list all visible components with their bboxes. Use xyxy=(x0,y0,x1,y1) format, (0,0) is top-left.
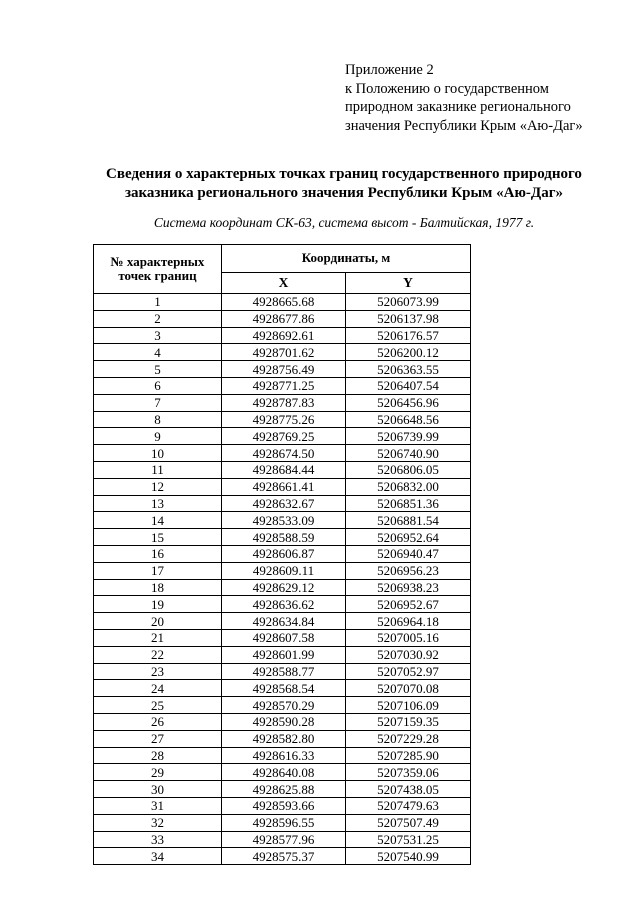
table-row xyxy=(94,512,471,529)
x-coordinate-cell: 4928607.58 xyxy=(222,629,346,646)
point-number-cell: 32 xyxy=(94,814,222,831)
header-line: № характерных xyxy=(110,254,205,269)
point-number-cell: 3 xyxy=(94,327,222,344)
table-row xyxy=(94,411,471,428)
point-number-cell: 7 xyxy=(94,394,222,411)
y-coordinate-cell: 5207052.97 xyxy=(346,663,471,680)
x-coordinate-cell: 4928665.68 xyxy=(222,294,346,311)
point-number-cell: 14 xyxy=(94,512,222,529)
point-number-cell: 23 xyxy=(94,663,222,680)
y-coordinate-cell: 5207070.08 xyxy=(346,680,471,697)
y-coordinate-cell: 5206456.96 xyxy=(346,394,471,411)
y-coordinate-cell: 5207531.25 xyxy=(346,831,471,848)
x-coordinate-cell: 4928677.86 xyxy=(222,310,346,327)
x-coordinate-cell: 4928636.62 xyxy=(222,596,346,613)
y-coordinate-cell: 5206407.54 xyxy=(346,377,471,394)
x-coordinate-cell: 4928634.84 xyxy=(222,613,346,630)
table-row xyxy=(94,327,471,344)
x-coordinate-cell: 4928616.33 xyxy=(222,747,346,764)
point-number-cell: 21 xyxy=(94,629,222,646)
y-coordinate-cell: 5206073.99 xyxy=(346,294,471,311)
point-number-cell: 11 xyxy=(94,461,222,478)
point-number-cell: 8 xyxy=(94,411,222,428)
y-coordinate-cell: 5206964.18 xyxy=(346,613,471,630)
y-coordinate-cell: 5206881.54 xyxy=(346,512,471,529)
table-row xyxy=(94,294,471,311)
point-number-cell: 24 xyxy=(94,680,222,697)
x-coordinate-cell: 4928609.11 xyxy=(222,562,346,579)
y-coordinate-cell: 5206938.23 xyxy=(346,579,471,596)
table-row xyxy=(94,562,471,579)
table-row xyxy=(94,680,471,697)
point-number-cell: 4 xyxy=(94,344,222,361)
table-row xyxy=(94,596,471,613)
y-coordinate-cell: 5206851.36 xyxy=(346,495,471,512)
x-coordinate-cell: 4928577.96 xyxy=(222,831,346,848)
title-line: заказника регионального значения Республики Крым «Аю-Даг» xyxy=(124,185,564,201)
point-number-cell: 34 xyxy=(94,848,222,865)
appendix-line: к Положению о государственном xyxy=(345,80,549,97)
y-coordinate-cell: 5206940.47 xyxy=(346,545,471,562)
point-number-cell: 17 xyxy=(94,562,222,579)
point-number-cell: 19 xyxy=(94,596,222,613)
x-coordinate-cell: 4928701.62 xyxy=(222,344,346,361)
point-number-cell: 1 xyxy=(94,294,222,311)
table-row xyxy=(94,361,471,378)
x-coordinate-cell: 4928606.87 xyxy=(222,545,346,562)
x-coordinate-cell: 4928674.50 xyxy=(222,445,346,462)
appendix-line: природном заказнике регионального xyxy=(345,99,571,115)
header-line: точек границ xyxy=(118,268,197,283)
point-number-cell: 9 xyxy=(94,428,222,445)
table-row xyxy=(94,428,471,445)
point-number-cell: 26 xyxy=(94,713,222,730)
x-coordinate-cell: 4928769.25 xyxy=(222,428,346,445)
table-row xyxy=(94,697,471,714)
y-coordinate-cell: 5206200.12 xyxy=(346,344,471,361)
y-coordinate-cell: 5207229.28 xyxy=(346,730,471,747)
appendix-line: значения Республики Крым «Аю-Даг» xyxy=(345,117,583,134)
table-row xyxy=(94,461,471,478)
x-coordinate-cell: 4928570.29 xyxy=(222,697,346,714)
y-coordinate-cell: 5207359.06 xyxy=(346,764,471,781)
x-coordinate-cell: 4928596.55 xyxy=(222,814,346,831)
x-coordinate-cell: 4928568.54 xyxy=(222,680,346,697)
point-number-cell: 5 xyxy=(94,361,222,378)
title-line: Сведения о характерных точках границ государственного природного xyxy=(106,166,582,182)
table-row xyxy=(94,613,471,630)
point-number-cell: 28 xyxy=(94,747,222,764)
y-coordinate-cell: 5206176.57 xyxy=(346,327,471,344)
y-coordinate-cell: 5206956.23 xyxy=(346,562,471,579)
y-coordinate-cell: 5206740.90 xyxy=(346,445,471,462)
y-coordinate-cell: 5207005.16 xyxy=(346,629,471,646)
y-column-header: Y xyxy=(346,272,471,293)
x-coordinate-cell: 4928692.61 xyxy=(222,327,346,344)
table-row xyxy=(94,529,471,546)
table-row xyxy=(94,545,471,562)
table-row xyxy=(94,713,471,730)
table-row xyxy=(94,478,471,495)
x-coordinate-cell: 4928593.66 xyxy=(222,797,346,814)
x-column-header: X xyxy=(222,272,346,293)
x-coordinate-cell: 4928588.59 xyxy=(222,529,346,546)
table-row xyxy=(94,310,471,327)
table-row xyxy=(94,848,471,865)
document-title xyxy=(0,165,640,203)
point-number-cell: 25 xyxy=(94,697,222,714)
table-row xyxy=(94,663,471,680)
point-number-cell: 2 xyxy=(94,310,222,327)
point-number-cell: 12 xyxy=(94,478,222,495)
table-row xyxy=(94,781,471,798)
point-number-cell: 33 xyxy=(94,831,222,848)
point-number-cell: 13 xyxy=(94,495,222,512)
y-coordinate-cell: 5206952.67 xyxy=(346,596,471,613)
point-number-cell: 20 xyxy=(94,613,222,630)
x-coordinate-cell: 4928625.88 xyxy=(222,781,346,798)
table-row xyxy=(94,579,471,596)
table-row xyxy=(94,797,471,814)
x-coordinate-cell: 4928684.44 xyxy=(222,461,346,478)
x-coordinate-cell: 4928601.99 xyxy=(222,646,346,663)
table-row xyxy=(94,831,471,848)
point-number-header xyxy=(94,245,222,294)
y-coordinate-cell: 5207106.09 xyxy=(346,697,471,714)
x-coordinate-cell: 4928582.80 xyxy=(222,730,346,747)
y-coordinate-cell: 5207540.99 xyxy=(346,848,471,865)
y-coordinate-cell: 5206648.56 xyxy=(346,411,471,428)
y-coordinate-cell: 5207159.35 xyxy=(346,713,471,730)
y-coordinate-cell: 5206832.00 xyxy=(346,478,471,495)
y-coordinate-cell: 5207479.63 xyxy=(346,797,471,814)
table-row xyxy=(94,814,471,831)
point-number-cell: 10 xyxy=(94,445,222,462)
y-coordinate-cell: 5206806.05 xyxy=(346,461,471,478)
table-row xyxy=(94,394,471,411)
boundary-points-table xyxy=(93,244,471,865)
point-number-cell: 16 xyxy=(94,545,222,562)
x-coordinate-cell: 4928787.83 xyxy=(222,394,346,411)
y-coordinate-cell: 5207507.49 xyxy=(346,814,471,831)
coordinates-header: Координаты, м xyxy=(222,245,471,273)
table-row xyxy=(94,629,471,646)
table-row xyxy=(94,495,471,512)
point-number-cell: 31 xyxy=(94,797,222,814)
table-row xyxy=(94,764,471,781)
coordinate-system-note: Система координат СК-63, система высот - Балтийская, 1977 г. xyxy=(153,215,535,230)
point-number-cell: 18 xyxy=(94,579,222,596)
y-coordinate-cell: 5207285.90 xyxy=(346,747,471,764)
x-coordinate-cell: 4928575.37 xyxy=(222,848,346,865)
appendix-line: Приложение 2 xyxy=(345,62,434,78)
point-number-cell: 15 xyxy=(94,529,222,546)
y-coordinate-cell: 5206739.99 xyxy=(346,428,471,445)
x-coordinate-cell: 4928533.09 xyxy=(222,512,346,529)
point-number-cell: 29 xyxy=(94,764,222,781)
table-row xyxy=(94,747,471,764)
point-number-cell: 22 xyxy=(94,646,222,663)
y-coordinate-cell: 5207438.05 xyxy=(346,781,471,798)
y-coordinate-cell: 5207030.92 xyxy=(346,646,471,663)
x-coordinate-cell: 4928632.67 xyxy=(222,495,346,512)
x-coordinate-cell: 4928775.26 xyxy=(222,411,346,428)
appendix-reference xyxy=(345,61,635,135)
x-coordinate-cell: 4928756.49 xyxy=(222,361,346,378)
table-row xyxy=(94,730,471,747)
y-coordinate-cell: 5206137.98 xyxy=(346,310,471,327)
point-number-cell: 6 xyxy=(94,377,222,394)
x-coordinate-cell: 4928590.28 xyxy=(222,713,346,730)
x-coordinate-cell: 4928640.08 xyxy=(222,764,346,781)
x-coordinate-cell: 4928588.77 xyxy=(222,663,346,680)
point-number-cell: 27 xyxy=(94,730,222,747)
y-coordinate-cell: 5206952.64 xyxy=(346,529,471,546)
table-row xyxy=(94,646,471,663)
x-coordinate-cell: 4928629.12 xyxy=(222,579,346,596)
table-row xyxy=(94,377,471,394)
table-body xyxy=(94,294,471,865)
y-coordinate-cell: 5206363.55 xyxy=(346,361,471,378)
x-coordinate-cell: 4928771.25 xyxy=(222,377,346,394)
point-number-cell: 30 xyxy=(94,781,222,798)
x-coordinate-cell: 4928661.41 xyxy=(222,478,346,495)
table-row xyxy=(94,344,471,361)
table-header xyxy=(94,245,471,294)
table-row xyxy=(94,445,471,462)
